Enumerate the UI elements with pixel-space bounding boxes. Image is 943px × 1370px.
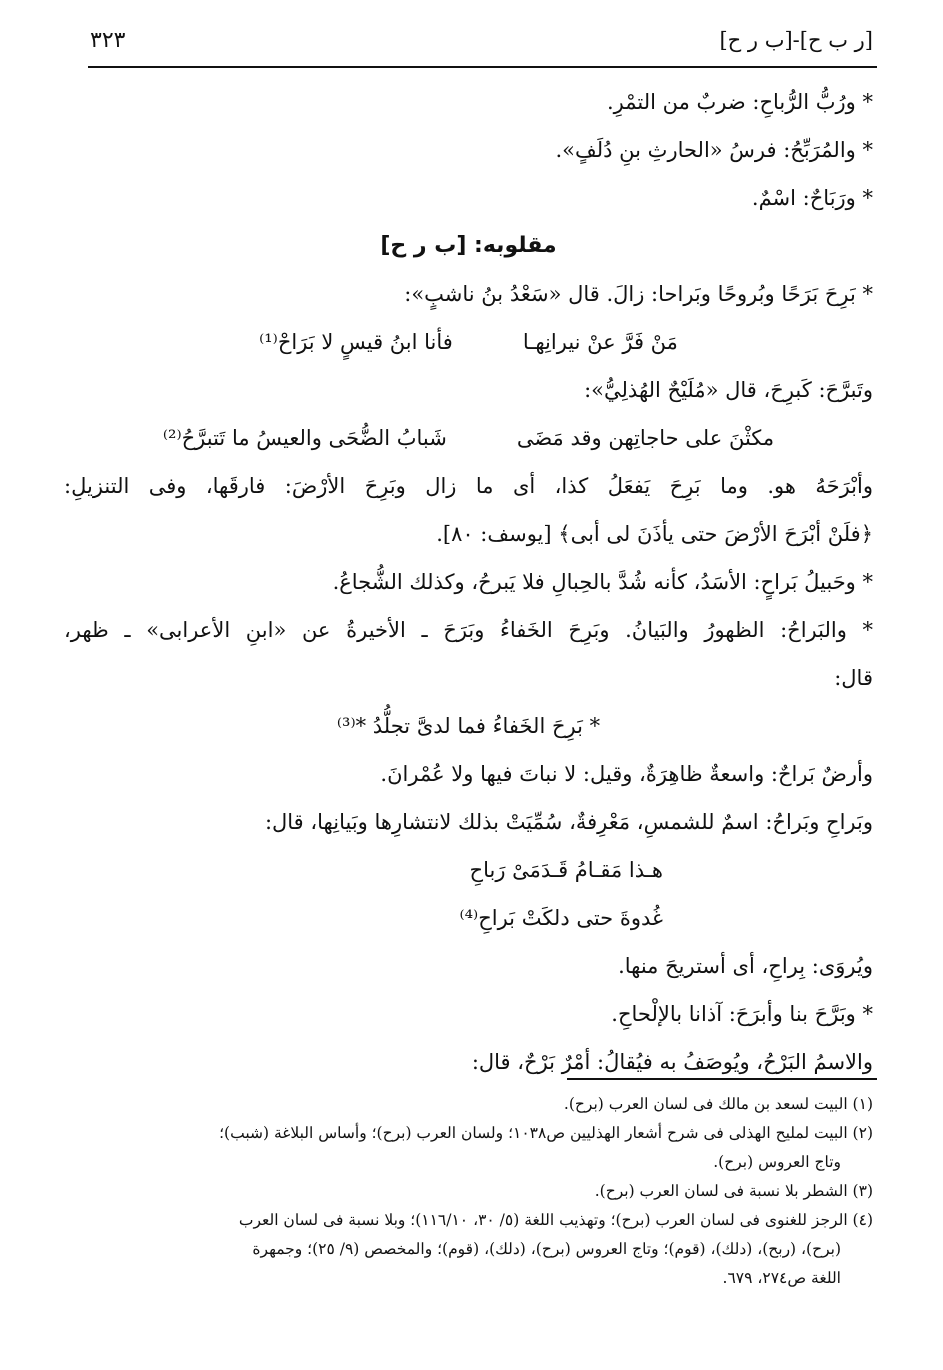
text-line: وأرضٌ بَراحٌ: واسعةٌ ظاهِرَةٌ، وقيل: لا نباتَ فيها ولا عُمْرانَ. bbox=[380, 762, 873, 786]
text-line: * بَرِحَ بَرَحًا وبُروحًا وبَراحا: زالَ. قال «سَعْدُ بنُ ناشبٍ»: bbox=[404, 282, 873, 306]
footnotes bbox=[64, 1090, 873, 1293]
verse-second-hemistich: فأنا ابنُ قيسٍ لا بَرَاحْ⁽¹⁾ bbox=[259, 330, 453, 354]
footnote: (٤) الرجز للغنوى فى لسان العرب (برح)؛ وتهذيب اللغة (٥/ ٣٠، ١١٦/١٠)؛ وبلا نسبة فى لسان العرب bbox=[238, 1211, 873, 1229]
text-line: * ورَبَاحٌ: اسْمٌ. bbox=[751, 186, 873, 210]
text-line: وأبْرَحَهُ هو. وما بَرِحَ يَفعَلُ كذا، أى ما زال وبَرِحَ الأرْضَ: فارقَها، وفى التنزيلِ: bbox=[64, 474, 873, 498]
text-line: * والمُرَبِّحُ: فرسُ «الحارثِ بنِ دُلَفٍ». bbox=[555, 138, 873, 162]
text-line: قال: bbox=[834, 666, 873, 690]
text-line: * وحَبيلُ بَراحٍ: الأسَدُ، كأنه شُدَّ بالحِبالِ فلا يَبرحُ، وكذلك الشُّجاعُ. bbox=[332, 570, 873, 594]
text-line: * والبَراحُ: الظهورُ والبَيانُ. وبَرِحَ الخَفاءُ وبَرَحَ ـ الأخيرةُ عن «ابنِ الأعرابى» ـ ظهر، bbox=[64, 618, 873, 642]
footnote: (٢) البيت لمليح الهذلى فى شرح أشعار الهذليين ص١٠٣٨؛ ولسان العرب (برح)؛ وأساس البلاغة (شبب)؛ bbox=[219, 1124, 873, 1142]
verse-line bbox=[64, 846, 873, 894]
verse-text: هـذا مَقـامُ قَـدَمَىْ رَباحِ bbox=[469, 858, 663, 882]
text-line: ويُروَى: بِراحِ، أى أستريحَ منها. bbox=[618, 954, 873, 978]
text-line: * ورُبُّ الرُّباحِ: ضربٌ من التمْرِ. bbox=[606, 90, 873, 114]
verse-text: غُدوةَ حتى دلكَتْ بَراحِ⁽⁴⁾ bbox=[459, 906, 663, 930]
text-line: والاسمُ البَرْحُ، ويُوصَفُ به فيُقالُ: أمْرٌ بَرْحٌ، قال: bbox=[471, 1050, 873, 1074]
verse-first-hemistich: مكثْنَ على حاجاتِهن وقد مَضَى bbox=[516, 426, 775, 450]
footnote: (١) البيت لسعد بن مالك فى لسان العرب (برح). bbox=[563, 1095, 873, 1113]
page-number: ٣٢٣ bbox=[90, 28, 126, 53]
verse-first-hemistich: مَنْ فَرَّ عنْ نيرانِهـا bbox=[522, 330, 678, 354]
verse-second-hemistich: شَبابُ الضُّحَى والعيسُ ما تَتبرَّحُ⁽²⁾ bbox=[162, 426, 447, 450]
footnote-continuation: (برح)، (ربح)، (دلك)، (قوم)؛ وتاج العروس (برح)، (دلك)، (قوم)؛ والمخصص (٩/ ٢٥)؛ وجمهرة bbox=[252, 1240, 841, 1258]
section-heading: مقلوبه: [ب ر ح] bbox=[380, 233, 557, 258]
page-header bbox=[90, 28, 873, 62]
header-rule bbox=[88, 66, 877, 68]
quran-quote: ﴿فلَنْ أبْرَحَ الأرْضَ حتى يأذَنَ لى أبى﴾ [يوسف: ٨٠]. bbox=[436, 522, 873, 546]
footnote-continuation: اللغة ص٢٧٤، ٦٧٩. bbox=[722, 1269, 841, 1287]
text-line: وبَراحِ وبَراحُ: اسمٌ للشمسِ، مَعْرِفةٌ، سُمِّيَتْ بذلك لانتشارِها وبَيانِها، قال: bbox=[264, 810, 873, 834]
verse-line: * بَرِحَ الخَفاءُ فما لدىَّ تجلُّدُ *⁽³⁾ bbox=[336, 714, 601, 738]
verse-line bbox=[64, 414, 873, 462]
footnote-rule bbox=[567, 1078, 877, 1080]
entry-body bbox=[64, 78, 873, 1086]
footnote-continuation: وتاج العروس (برح). bbox=[713, 1153, 841, 1171]
verse-line bbox=[64, 894, 873, 942]
text-line: * وبَرَّحَ بنا وأبرَحَ: آذانا بالإلْحاحِ. bbox=[611, 1002, 873, 1026]
section-label: [ر ب ح]-[ب ر ح] bbox=[719, 28, 873, 52]
verse-line bbox=[64, 318, 873, 366]
footnote: (٣) الشطر بلا نسبة فى لسان العرب (برح). bbox=[594, 1182, 873, 1200]
text-line: وتَبرَّحَ: كَبرِحَ، قال «مُلَيْحٌ الهُذلِيُّ»: bbox=[584, 378, 873, 402]
